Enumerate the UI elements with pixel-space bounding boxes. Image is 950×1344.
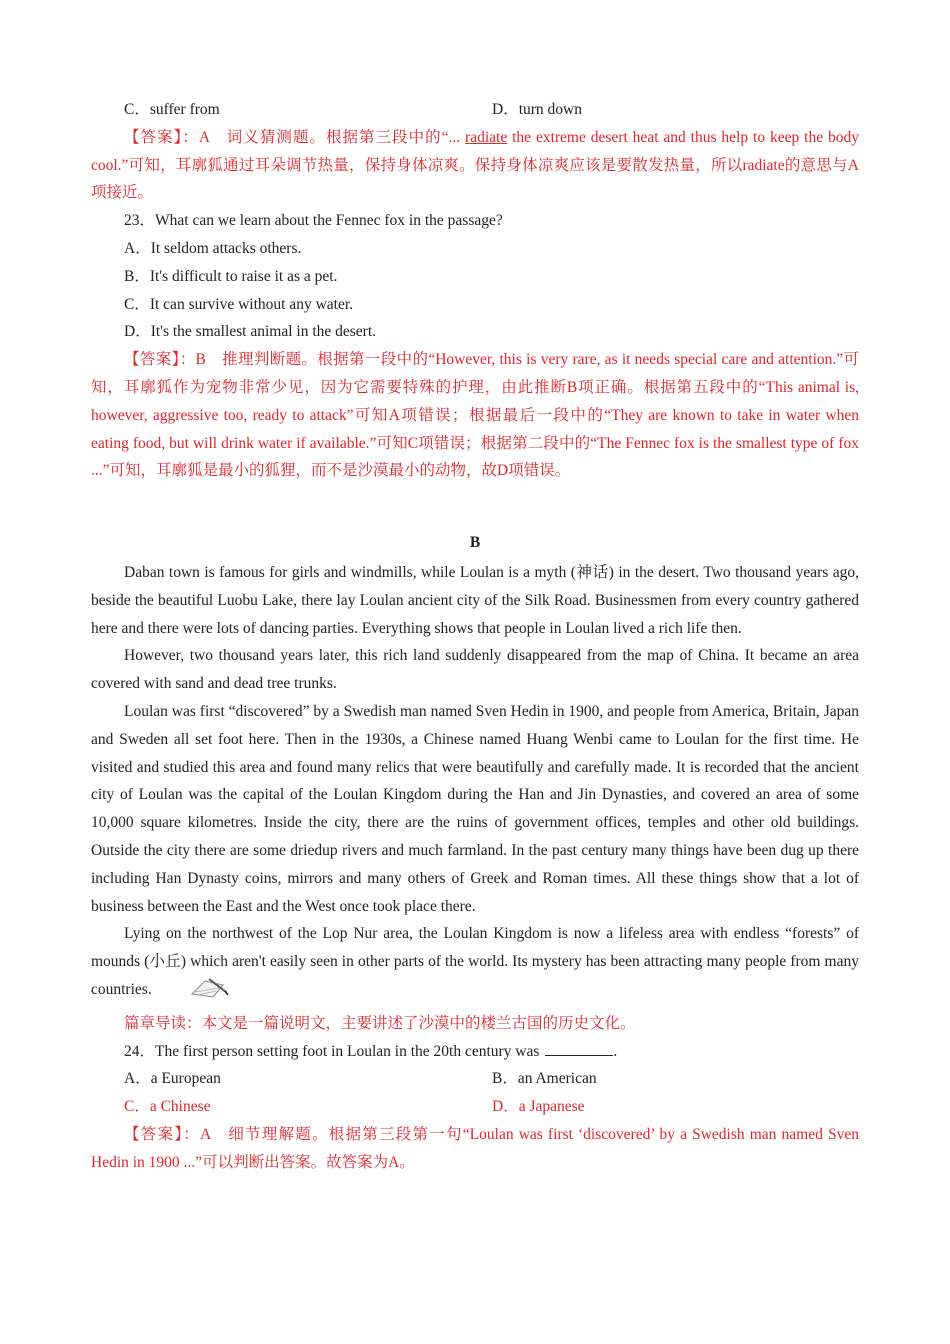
q24-answer: 【答案】：A 细节理解题。根据第三段第一句“Loulan was first ‘discovered’ by a Swedish man named Sven Hedin in 1900 ...”可以判断出答案。故答案为A。: [91, 1125, 859, 1171]
q22-answer-keyword: radiate: [465, 128, 508, 146]
answer-blank: [545, 1039, 613, 1056]
passage-guide: 篇章导读：本文是一篇说明文，主要讲述了沙漠中的楼兰古国的历史文化。: [124, 1014, 636, 1032]
q22-options-row: [91, 96, 859, 124]
q23-option-b: B．It's difficult to raise it as a pet.: [124, 267, 338, 285]
section-b-heading: B: [469, 534, 481, 552]
q22-option-c: C．suffer from: [124, 101, 220, 118]
q24-options-row-1: [91, 1065, 859, 1093]
q23-option-c: C．It can survive without any water.: [124, 295, 354, 313]
q23-option-d: D．It's the smallest animal in the desert.: [124, 323, 377, 341]
passage-paragraph-4: [91, 920, 859, 1009]
pen-sketch-icon: [156, 976, 229, 1010]
q22-option-d: D．turn down: [492, 101, 582, 118]
q24-question-text: 24．The first person setting foot in Loulan in the 20th century was: [124, 1042, 540, 1060]
q22-answer-suffix: the extreme desert heat and thus help to keep the body cool.”可知，耳廓狐通过耳朵调节热量，保持身体凉爽。保持身体凉爽应该是要散发热量，所以radiate的意思与A项接近。: [91, 128, 859, 202]
q24-option-a: A．a European: [124, 1070, 221, 1088]
q22-answer: [91, 124, 859, 207]
q24-options-row-2: [91, 1093, 859, 1121]
q24-question: [91, 1038, 859, 1066]
q24-option-d: D．a Japanese: [492, 1098, 585, 1116]
q24-option-c: C．a Chinese: [124, 1098, 211, 1116]
q23-answer: 【答案】：B 推理判断题。根据第一段中的“However, this is very rare, as it needs special care and attention.”可知，耳廓狐作为宠物非常少见，因为它需要特殊的护理，由此推断B项正确。根据第五段中的“This animal is, however, aggressive too, ready to attack”可知A项错误；根据最后一段中的“They are known to take in water when eating food, but will drink water if available.”可知C项错误；根据第二段中的“The Fennec fox is the smallest type of fox ...”可知，耳廓狐是最小的狐狸，而不是沙漠最小的动物，故D项错误。: [91, 351, 859, 480]
document-page: [91, 96, 859, 1176]
q24-option-b: B．an American: [492, 1070, 597, 1088]
q23-option-a: A．It seldom attacks others.: [124, 239, 302, 257]
q24-question-end: .: [613, 1042, 618, 1060]
passage-paragraph-1: Daban town is famous for girls and windmills, while Loulan is a myth (神话) in the desert. Two thousand years ago, beside the beautiful Luobu Lake, there lay Loulan ancient city of the Silk Road. Businessmen from every country gathered here and there were lots of dancing parties. Everything shows that people in Loulan lived a rich life then.: [91, 563, 859, 637]
q23-question: 23．What can we learn about the Fennec fox in the passage?: [124, 212, 503, 230]
passage-paragraph-2: However, two thousand years later, this rich land suddenly disappeared from the map of China. It became an area covered with sand and dead tree trunks.: [91, 647, 859, 693]
passage-paragraph-3: Loulan was first “discovered” by a Swedish man named Sven Hedin in 1900, and people from America, Britain, Japan and Sweden all set foot here. Then in the 1930s, a Chinese named Huang Wenbi came to Loulan for the first time. He visited and studied this area and found many relics that were beautifully and carefully made. It is recorded that the ancient city of Loulan was the capital of the Loulan Kingdom during the Han and Jin Dynasties, and covered an area of some 10,000 square kilometres. Inside the city, there are the ruins of government offices, temples and other old buildings. Outside the city there are some driedup rivers and much farmland. In the past century many things have been dug up there including Han Dynasty coins, mirrors and many others of Greek and Roman times. All these things show that a lot of business between the East and the West once took place there.: [91, 702, 859, 915]
passage-paragraph-4-text: Lying on the northwest of the Lop Nur area, the Loulan Kingdom is now a lifeless area with endless “forests” of mounds (小丘) which aren't easily seen in other parts of the world. Its mystery has been attracting many people from many countries.: [91, 925, 859, 998]
q22-answer-prefix: 【答案】：A 词义猜测题。根据第三段中的“...: [124, 128, 466, 146]
